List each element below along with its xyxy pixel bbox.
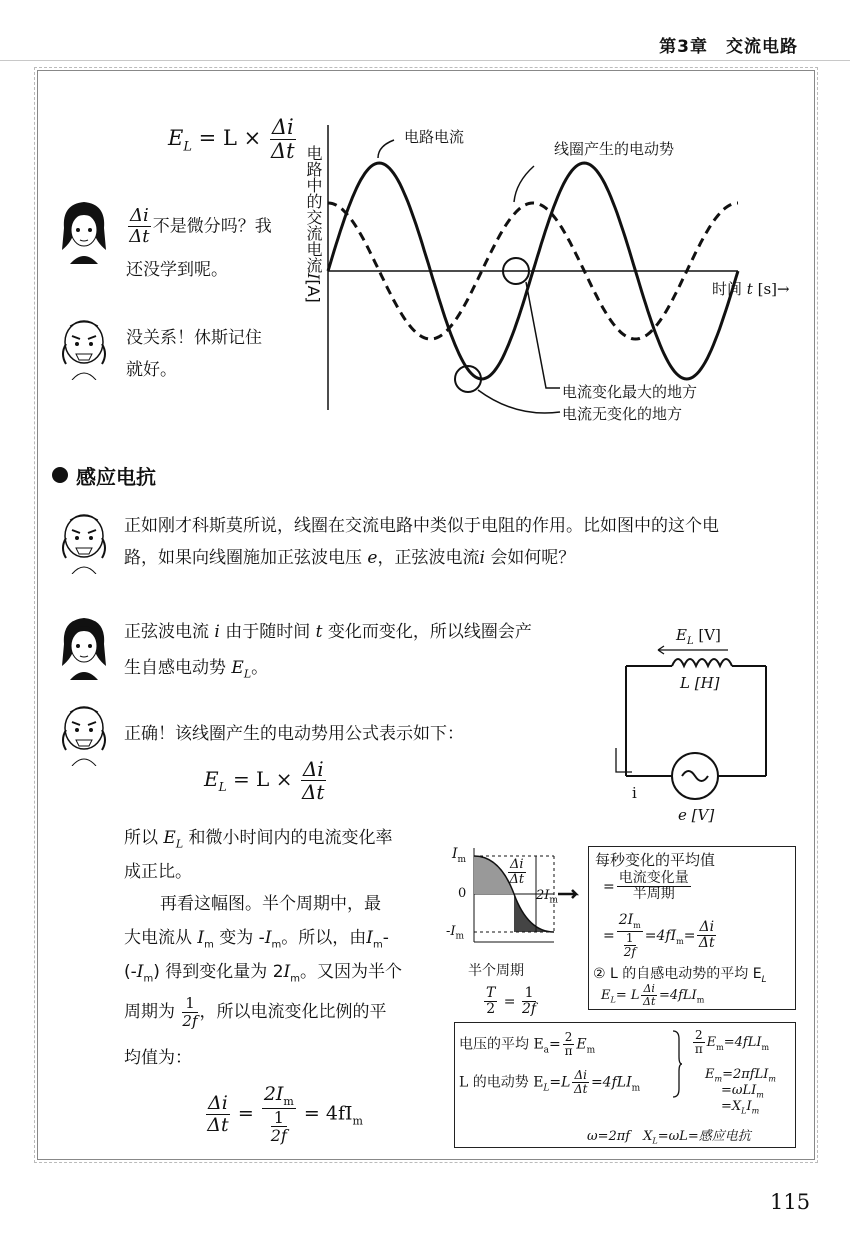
- para2-sym-i: i: [214, 622, 220, 642]
- para4-t5d: ): [153, 962, 160, 982]
- brace-icon: [671, 1029, 683, 1099]
- formula-mid-den: Δt: [301, 780, 325, 804]
- para1-text-c: ，正弦波电流: [377, 548, 480, 568]
- formula-mid: [204, 758, 328, 803]
- avg-4fim-sub: m: [676, 936, 684, 946]
- para4-t1a: 所以: [124, 828, 158, 848]
- formula-lhs: E: [168, 126, 184, 151]
- old-man-avatar-icon: [56, 314, 112, 380]
- callout-max-change: 电流变化最大的地方: [562, 383, 698, 401]
- para4-t6b: 1: [182, 995, 197, 1013]
- para4-t4f: -: [382, 928, 389, 948]
- hp-label-neg-im: [446, 924, 464, 942]
- sum-r3-sub: m: [756, 1090, 764, 1100]
- para4-line6: [124, 994, 387, 1030]
- hp-label-im: [452, 846, 466, 865]
- circuit-diagram: [612, 622, 782, 822]
- formula-num: Δi: [271, 115, 294, 139]
- wave-chart: [320, 120, 800, 420]
- summary-footer: [587, 1125, 751, 1146]
- para4-t4c2: m: [271, 939, 282, 951]
- para4-line3: 再看这幅图。半个周期中，最: [160, 894, 381, 914]
- sum-r4-c: I: [746, 1099, 752, 1114]
- wave-x-axis-label: [712, 278, 790, 299]
- fb-den2-den: 2f: [270, 1126, 287, 1146]
- hp-label-di-dt: [506, 858, 528, 888]
- hp-neg-sym: -I: [446, 924, 456, 939]
- old-man-avatar-icon: [56, 508, 112, 574]
- sum-ft-a: ω=2πf X: [587, 1129, 653, 1144]
- sum-di: Δi: [574, 1068, 587, 1082]
- section-bullet-icon: [52, 467, 68, 483]
- avg-2f: 2f: [623, 944, 636, 959]
- avg-l5-sub: L: [610, 995, 616, 1005]
- sum-l2-post: =4fLI: [590, 1074, 632, 1091]
- wave-x-unit: [s]→: [757, 280, 790, 298]
- fb-eq2: = 4fI: [303, 1102, 353, 1125]
- para3-line1: 正确！该线圈产生的电动势用公式表示如下：: [124, 724, 464, 744]
- para4-t5f: I: [283, 962, 291, 982]
- para1-line1: 正如刚才科斯莫所说，线圈在交流电路中类似于电阻的作用。比如图中的这个电: [124, 516, 719, 536]
- sum-l1-eq: =: [549, 1036, 561, 1053]
- sum-em-sub: m: [586, 1045, 596, 1056]
- fb-num2-sub: m: [283, 1094, 294, 1108]
- para4-line2: 成正比。: [124, 862, 192, 882]
- hp-dt: Δt: [509, 872, 525, 888]
- wave-y-symbol: I: [304, 273, 323, 280]
- hp-eq: =: [503, 993, 516, 1010]
- dialog2-line1: 没关系！休斯记住: [126, 328, 262, 348]
- para4-t1c: L: [175, 837, 184, 851]
- avg-box-line3: = $\frac{2I_m}{\frac{1}{2f}}$ $=4fI_m=$ $\frac{\Delta i}{\Delta t}$: [603, 912, 715, 959]
- page-number: 115: [770, 1190, 811, 1214]
- formula-den: Δt: [271, 139, 295, 164]
- para4-t6d: ，所以电流变化比例的平: [199, 1002, 387, 1022]
- hp-di: Δi: [510, 857, 524, 872]
- hp-im-sub: m: [457, 854, 467, 865]
- dialog1-frac-den: Δt: [129, 225, 150, 247]
- para2-text-a: 正弦波电流: [124, 622, 209, 642]
- hp-1: 1: [522, 986, 536, 1002]
- inductor-coil-icon: [672, 659, 732, 666]
- para1-line2: [124, 540, 575, 576]
- sum-r4-a: =X: [721, 1099, 742, 1114]
- formula-bottom: [204, 1084, 363, 1145]
- callout-current: 电路电流: [404, 128, 465, 146]
- sum-ft-b: L: [652, 1136, 658, 1146]
- callout-emf-line: [514, 166, 534, 202]
- para2-sym-e: E: [231, 658, 244, 678]
- circuit-emf-label: [676, 626, 721, 647]
- formula-mid-sub: L: [218, 780, 227, 794]
- sum-r4-b: L: [741, 1106, 747, 1116]
- summary-right4: [721, 1099, 759, 1116]
- para2-text-e: 变化而变化，所以线圈会产: [327, 622, 532, 642]
- sum-r1-sub: m: [716, 1042, 724, 1052]
- avg-l5-eq: = L: [615, 988, 640, 1004]
- old-man-avatar-icon: [56, 700, 112, 766]
- avg-frac-num: 电流变化量: [618, 870, 689, 886]
- sum-l2: L 的电动势 E: [459, 1074, 544, 1091]
- hp-2f: 2f: [521, 1001, 537, 1018]
- avg-l5-post: =4fLI: [658, 988, 697, 1004]
- para4-t5h: 。又因为半个: [300, 962, 402, 982]
- fb-num2: 2I: [263, 1083, 284, 1105]
- fb-den2-num: 1: [271, 1109, 287, 1128]
- hp-2: 2: [486, 1001, 496, 1018]
- chapter-header: 第3章 交流电路: [659, 37, 798, 57]
- para4-t1b: E: [163, 828, 176, 848]
- avg-l5-pre: E: [601, 988, 611, 1004]
- sum-l2-post-sub: m: [631, 1083, 641, 1094]
- sum-r1-post: =4fLI: [723, 1035, 762, 1051]
- summary-box: [454, 1022, 796, 1148]
- sum-l1: 电压的平均 E: [459, 1036, 544, 1053]
- para4-t4b3: I: [366, 928, 374, 948]
- girl-avatar-icon: [56, 198, 112, 264]
- hp-2im-sub: m: [549, 895, 558, 906]
- para2-text-c: 由于随时间: [225, 622, 311, 642]
- hp-half-period-formula: [482, 986, 538, 1018]
- dialog1-line1: 不是微分吗？我: [152, 216, 272, 237]
- current-arrow-icon: [616, 748, 632, 772]
- para1-sym-i: i: [479, 548, 485, 568]
- sum-r2-lhs: E: [705, 1067, 715, 1082]
- avg-box-title: 每秒变化的平均值: [595, 851, 716, 869]
- para4-t5c: m: [143, 973, 154, 985]
- sum-r1: E: [706, 1035, 717, 1051]
- formula-mid-num: Δi: [302, 757, 324, 781]
- dialog1: [126, 206, 272, 247]
- avg-frac-den: 半周期: [632, 886, 675, 903]
- summary-right1: [691, 1029, 769, 1056]
- wave-x-symbol: t: [746, 280, 753, 298]
- para2-sym-t: t: [315, 622, 323, 642]
- arrow-right-icon: [558, 890, 576, 898]
- dialog1-frac-num: Δi: [130, 205, 149, 226]
- circuit-inductor-label: L [H]: [680, 674, 720, 692]
- avg-box-line4: [593, 963, 767, 985]
- para2-line2: [124, 650, 268, 692]
- callout-max-line: [526, 282, 560, 388]
- sum-r2-val: =2πfLI: [722, 1067, 769, 1082]
- summary-line2: [459, 1069, 640, 1096]
- sum-l2-sub: L: [543, 1083, 550, 1094]
- circuit-emf-sub: L: [686, 636, 694, 647]
- avg-l5-dt: Δt: [643, 995, 656, 1009]
- avg-2im-sub: m: [633, 920, 641, 930]
- avg-line4-sub: L: [761, 974, 767, 985]
- para4-t4d: 变为 -: [219, 928, 265, 948]
- para4-line5: [124, 954, 402, 997]
- hp-label-zero: 0: [458, 886, 467, 901]
- para4-t5a: (-: [124, 962, 137, 982]
- sum-l2-eq: =L: [549, 1074, 571, 1091]
- callout-no-change-line: [478, 390, 560, 413]
- hp-T: T: [486, 985, 496, 1001]
- sum-r-2: 2: [695, 1028, 703, 1042]
- callout-emf: 线圈产生的电动势: [554, 140, 675, 158]
- avg-box-frac1: = $\frac{\text{电流变化量}}{\text{半周期}}$: [603, 870, 689, 903]
- hp-im-sym: I: [452, 846, 458, 862]
- para4-t1d: 和微小时间内的电流变化率: [188, 828, 393, 848]
- callout-current-line: [378, 140, 394, 158]
- para4-line7: 均值为：: [124, 1048, 192, 1068]
- girl-avatar-icon: [56, 614, 112, 680]
- summary-right3: [721, 1083, 764, 1100]
- para2-sym-l: L: [243, 667, 252, 681]
- para2-line1: [124, 614, 532, 650]
- para4-t5g: m: [290, 973, 300, 985]
- summary-right2: [705, 1067, 776, 1084]
- sum-r2-val-sub: m: [768, 1074, 776, 1084]
- para4-t5b: I: [136, 962, 144, 982]
- callout-no-change: 电流无变化的地方: [562, 405, 683, 423]
- avg-4fim: =4fI: [644, 927, 677, 944]
- formula-eq: = L ×: [198, 126, 262, 151]
- sum-r-pi: π: [694, 1042, 703, 1057]
- average-box: [588, 846, 796, 1010]
- para4-t4b2: I: [264, 928, 272, 948]
- para4-t4c: m: [204, 939, 214, 951]
- hp-2im: 2I: [536, 888, 550, 903]
- avg-l5-di: Δi: [643, 982, 655, 995]
- wave-x-label-text: 时间: [712, 280, 743, 298]
- section-title: 感应电抗: [76, 465, 156, 489]
- para4-t6c: 2f: [182, 1011, 198, 1030]
- para1-text-a: 路，如果向线圈施加正弦波电压: [124, 548, 362, 568]
- formula-top: [168, 116, 298, 163]
- formula-mid-lhs: E: [204, 767, 219, 791]
- avg-l5-post-sub: m: [696, 995, 705, 1005]
- para1-text-e: 会如何呢？: [490, 548, 576, 568]
- avg-2im: 2I: [618, 912, 634, 928]
- wave-y-unit: [A]: [304, 279, 323, 303]
- circuit-emf-unit: [V]: [698, 626, 721, 644]
- sum-l1-sub: a: [543, 1045, 550, 1056]
- formula-lhs-sub: L: [183, 139, 192, 155]
- circuit-current-label: i: [632, 784, 637, 802]
- sum-em: E: [576, 1036, 587, 1053]
- para4-t5e: 得到变化量为 2: [165, 962, 284, 982]
- sum-2: 2: [564, 1030, 573, 1044]
- para4-t4a: 大电流从: [124, 928, 192, 948]
- fb-eq1: =: [237, 1102, 254, 1125]
- hp-label-2im: [536, 888, 558, 906]
- para4-t4e: 。所以，由: [281, 928, 367, 948]
- avg-box-line5: [601, 983, 704, 1008]
- header-rule: [0, 60, 850, 61]
- avg-di: Δi: [699, 919, 715, 936]
- para2-text-2d: 。: [251, 658, 269, 678]
- wave-y-label-text: 电路中的交流电流: [304, 145, 323, 273]
- para4-t6a: 周期为: [124, 1002, 175, 1022]
- fb-num: Δi: [208, 1092, 228, 1115]
- hp-neg-sub: m: [455, 931, 465, 942]
- sum-r4-d: m: [751, 1106, 760, 1116]
- sum-dt: Δt: [573, 1082, 588, 1097]
- para4-t4c3: m: [373, 939, 383, 951]
- emf-arrow-icon: [658, 646, 728, 654]
- summary-line1: [459, 1031, 595, 1058]
- sum-ft-c: =ωL=感应电抗: [657, 1129, 751, 1144]
- avg-dt: Δt: [698, 935, 715, 952]
- para2-text-2a: 生自感电动势: [124, 658, 226, 678]
- dialog2-line2: 就好。: [126, 360, 177, 380]
- fb-den: Δt: [207, 1114, 229, 1137]
- fb-eq2-sub: m: [352, 1114, 363, 1128]
- sum-pi: π: [564, 1044, 573, 1059]
- dialog1-line2: 还没学到呢。: [126, 260, 228, 280]
- avg-line4-text: ② L 的自感电动势的平均 E: [593, 966, 762, 982]
- sum-r1-post-sub: m: [761, 1042, 770, 1052]
- sum-r2-sub: m: [714, 1074, 723, 1084]
- circuit-source-label: e [V]: [678, 806, 715, 824]
- hp-half-period-label: 半个周期: [468, 963, 524, 979]
- formula-mid-eq: = L ×: [232, 767, 293, 791]
- avg-1: 1: [624, 932, 636, 946]
- para1-sym-e: e: [367, 548, 378, 568]
- sum-r3-val: =ωLI: [721, 1083, 757, 1098]
- circuit-emf-sym: E: [676, 626, 687, 644]
- para4-t4b: I: [197, 928, 205, 948]
